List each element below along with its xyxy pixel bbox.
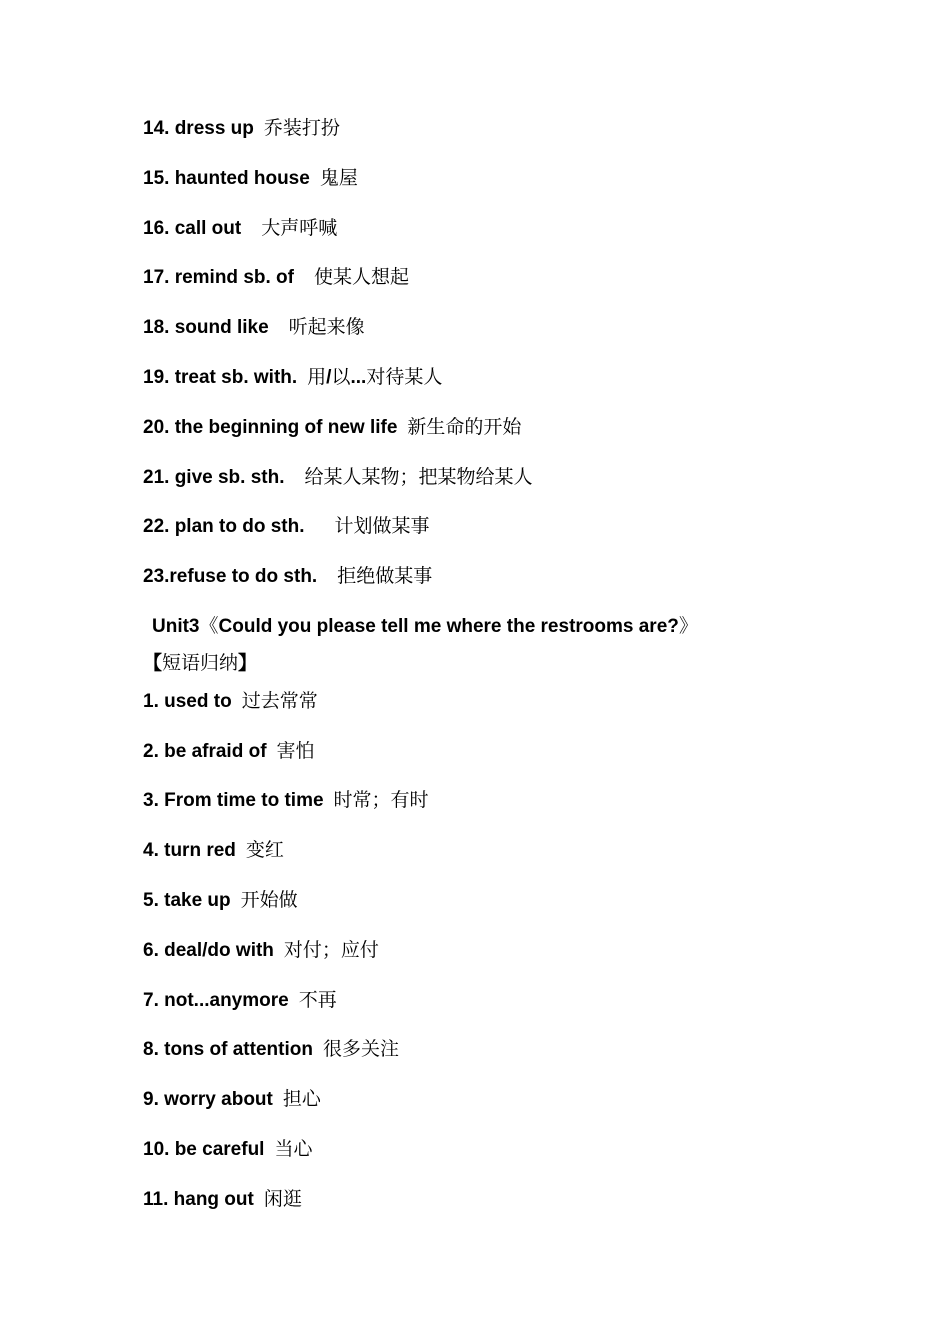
phrase-english: 22. plan to do sth. — [143, 516, 305, 537]
phrase-item — [143, 513, 430, 539]
phrase-chinese: 开始做 — [240, 889, 298, 911]
phrase-chinese: 过去常常 — [241, 690, 318, 712]
phrase-english: 3. From time to time — [143, 790, 324, 811]
phrase-item — [143, 215, 337, 241]
phrase-english: 2. be afraid of — [143, 741, 267, 762]
label-text: 短语归纳 — [162, 652, 239, 674]
phrase-english: 20. the beginning of new life — [143, 417, 398, 438]
title-close-bracket: 》 — [678, 615, 698, 637]
phrase-chinese: 鬼屋 — [319, 167, 358, 189]
unit-heading — [152, 613, 698, 639]
phrase-item — [143, 364, 442, 390]
phrase-chinese: 给某人某物；把某物给某人 — [304, 466, 533, 488]
phrase-item — [143, 987, 337, 1013]
unit-number: Unit3 — [152, 616, 200, 637]
phrase-item — [143, 115, 340, 141]
phrase-english: 4. turn red — [143, 840, 236, 861]
phrase-english: 21. give sb. sth. — [143, 467, 285, 488]
label-open-bracket: 【 — [143, 652, 163, 674]
title-open-bracket: 《 — [199, 615, 219, 637]
phrase-chinese: 使某人想起 — [313, 266, 409, 288]
phrase-slash: / — [326, 367, 332, 388]
phrase-item — [143, 937, 379, 963]
phrase-chinese: 对付；应付 — [283, 939, 379, 961]
phrase-english: 1. used to — [143, 691, 232, 712]
phrase-english: 9. worry about — [143, 1089, 273, 1110]
phrase-item — [143, 165, 358, 191]
phrase-item — [143, 787, 429, 813]
phrase-english: 16. call out — [143, 218, 242, 239]
phrase-ellipsis: ... — [350, 367, 367, 388]
phrase-english: 7. not...anymore — [143, 990, 289, 1011]
phrase-chinese: 害怕 — [276, 740, 315, 762]
phrase-chinese: 新生命的开始 — [407, 416, 522, 438]
phrase-chinese: 时常；有时 — [333, 789, 429, 811]
section-label — [143, 650, 257, 676]
phrase-item — [143, 464, 533, 490]
phrase-item — [143, 837, 284, 863]
phrase-english: 23.refuse to do sth. — [143, 566, 318, 587]
phrase-chinese: 变红 — [245, 839, 284, 861]
phrase-item — [143, 1136, 312, 1162]
phrase-chinese: 用 — [307, 366, 327, 388]
phrase-chinese: 当心 — [274, 1138, 313, 1160]
phrase-chinese: 听起来像 — [288, 316, 365, 338]
phrase-chinese: 闲逛 — [263, 1188, 302, 1210]
label-close-bracket: 】 — [238, 652, 258, 674]
phrase-chinese: 担心 — [282, 1088, 321, 1110]
phrase-item — [143, 1036, 399, 1062]
phrase-english: 11. hang out — [143, 1189, 254, 1210]
phrase-item — [143, 1186, 302, 1212]
phrase-english: 18. sound like — [143, 317, 269, 338]
phrase-item — [143, 887, 298, 913]
phrase-english: 10. be careful — [143, 1139, 265, 1160]
phrase-chinese: 拒绝做某事 — [337, 565, 433, 587]
phrase-item — [143, 563, 432, 589]
phrase-item — [143, 264, 409, 290]
phrase-item — [143, 738, 315, 764]
phrase-chinese: 对待某人 — [366, 366, 443, 388]
phrase-chinese: 不再 — [298, 989, 337, 1011]
phrase-english: 8. tons of attention — [143, 1039, 313, 1060]
unit-title: Could you please tell me where the restrooms are? — [218, 616, 679, 637]
phrase-chinese: 以 — [331, 366, 351, 388]
phrase-item — [143, 414, 521, 440]
phrase-english: 15. haunted house — [143, 168, 310, 189]
phrase-item — [143, 688, 318, 714]
phrase-chinese: 计划做某事 — [334, 515, 430, 537]
phrase-english: 6. deal/do with — [143, 940, 274, 961]
phrase-english: 19. treat sb. with. — [143, 367, 298, 388]
phrase-item — [143, 1086, 321, 1112]
phrase-chinese: 大声呼喊 — [261, 217, 338, 239]
phrase-item — [143, 314, 365, 340]
phrase-english: 14. dress up — [143, 118, 254, 139]
phrase-chinese: 很多关注 — [322, 1038, 399, 1060]
phrase-chinese: 乔装打扮 — [263, 117, 340, 139]
phrase-english: 5. take up — [143, 890, 231, 911]
phrase-english: 17. remind sb. of — [143, 267, 294, 288]
